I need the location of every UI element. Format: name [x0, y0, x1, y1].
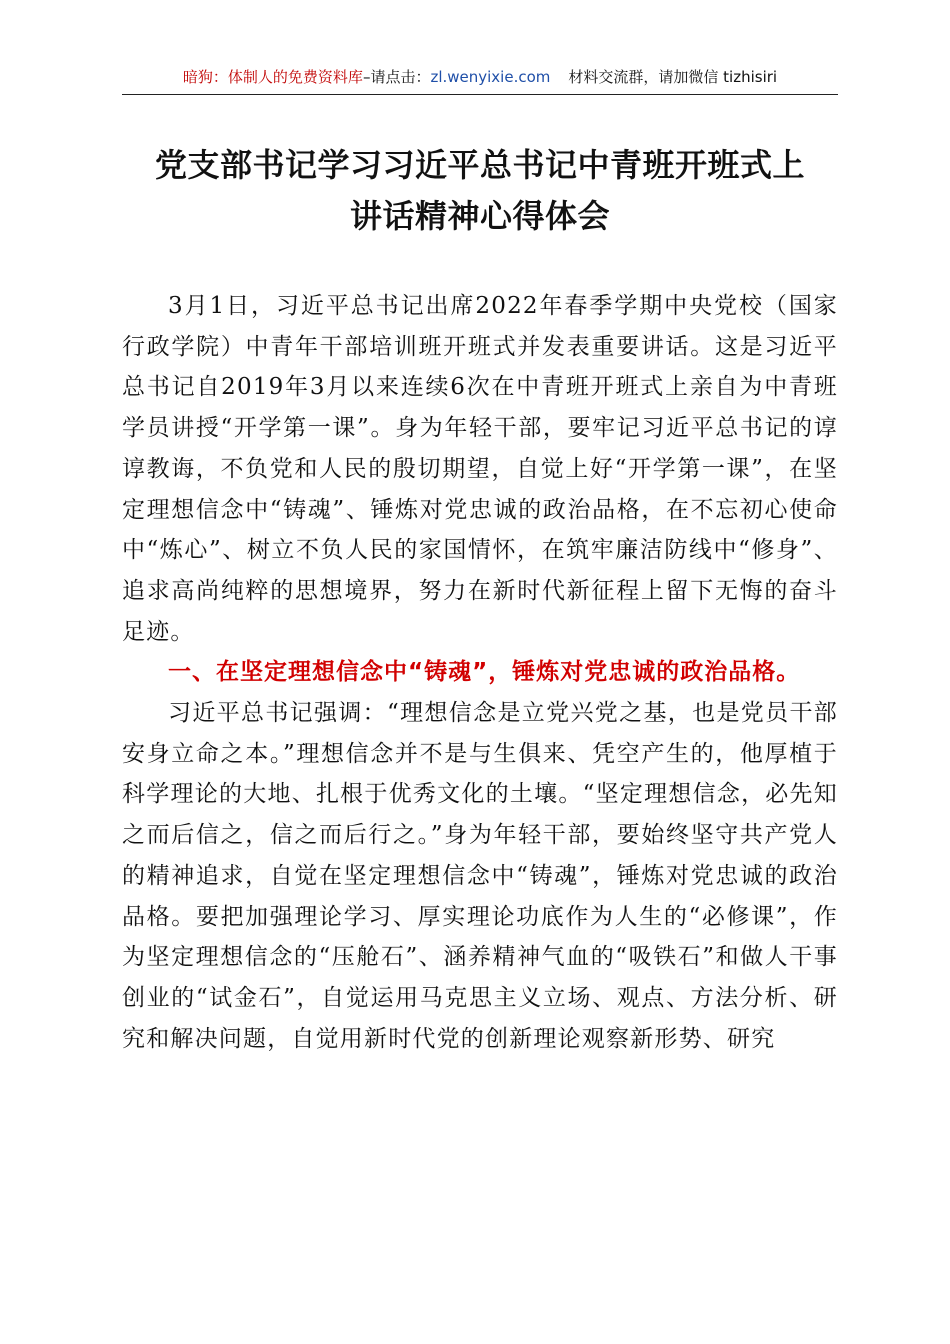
- section-1-paragraph: 习近平总书记强调：“理想信念是立党兴党之基，也是党员干部安身立命之本。”理想信念并不是与生俱来、凭空产生的，他厚植于科学理论的大地、扎根于优秀文化的土壤。“坚定理想信念，必先知之而后信之，信之而后行之。”身为年轻干部，要始终坚守共产党人的精神追求，自觉在坚定理想信念中“铸魂”，锤炼对党忠诚的政治品格。要把加强理论学习、厚实理论功底作为人生的“必修课”，作为坚定理想信念的“压舱石”、涵养精神气血的“吸铁石”和做人干事创业的“试金石”，自觉运用马克思主义立场、观点、方法分析、研究和解决问题，自觉用新时代党的创新理论观察新形势、研究: [122, 700, 838, 1052]
- page-header: [122, 62, 838, 95]
- site-label: 暗狗：体制人的免费资料库: [182, 68, 363, 86]
- title-line-2: 讲话精神心得体会: [349, 197, 610, 235]
- site-link[interactable]: zl.wenyixie.com: [430, 68, 551, 86]
- contact-info: 材料交流群，请加微信 tizhisiri: [568, 68, 778, 86]
- intro-paragraph: 3月1日，习近平总书记出席2022年春季学期中央党校（国家行政学院）中青年干部培训班开班式并发表重要讲话。这是习近平总书记自2019年3月以来连续6次在中青班开班式上亲自为中青班学员讲授“开学第一课”。身为年轻干部，要牢记习近平总书记的谆谆教诲，不负党和人民的殷切期望，自觉上好“开学第一课”，在坚定理想信念中“铸魂”、锤炼对党忠诚的政治品格，在不忘初心使命中“炼心”、树立不负人民的家国情怀，在筑牢廉洁防线中“修身”、追求高尚纯粹的思想境界，努力在新时代新征程上留下无悔的奋斗足迹。: [122, 293, 838, 645]
- title-line-1: 党支部书记学习习近平总书记中青班开班式上: [154, 146, 805, 184]
- section-heading-1: 一、在坚定理想信念中“铸魂”，锤炼对党忠诚的政治品格。: [168, 659, 801, 686]
- document-body: [122, 286, 838, 1059]
- document-title: [120, 140, 840, 242]
- click-prompt: –请点击：: [362, 68, 431, 86]
